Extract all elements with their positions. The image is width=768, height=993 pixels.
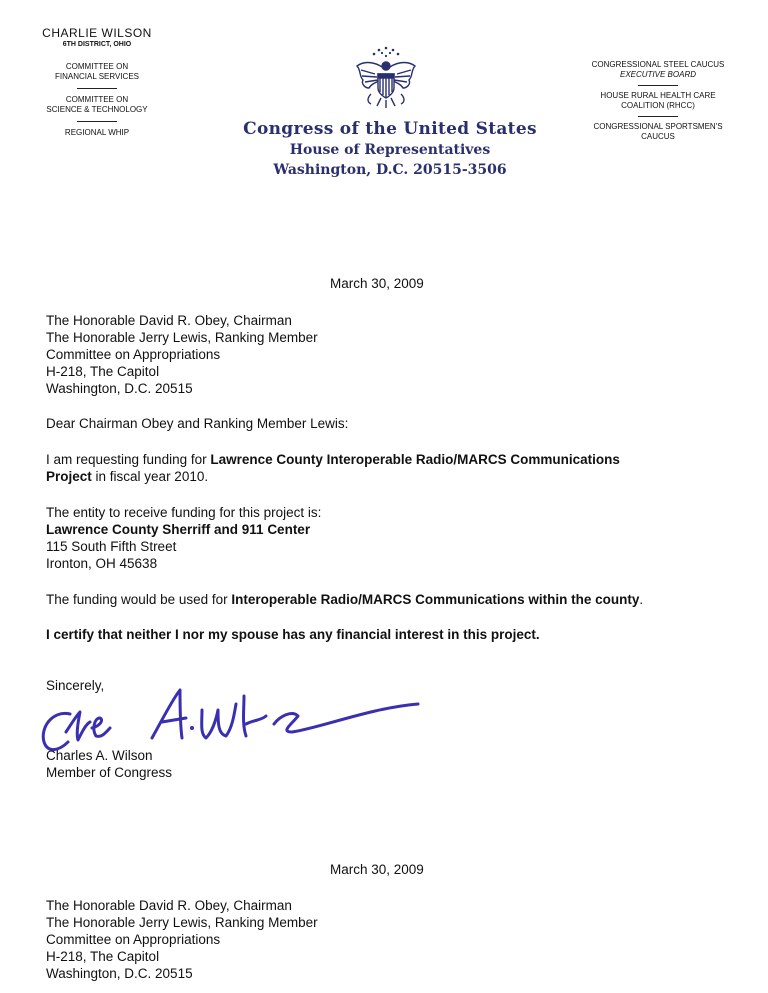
address-line: The Honorable David R. Obey, Chairman — [46, 313, 292, 328]
salutation: Dear Chairman Obey and Ranking Member Lewis: — [46, 416, 349, 431]
entity-name: Lawrence County Sherriff and 911 Center — [46, 522, 311, 537]
caucus-line: CONGRESSIONAL SPORTSMEN'S — [593, 122, 723, 131]
letterhead-left — [22, 26, 172, 138]
letterhead-center — [230, 118, 550, 180]
text-span: . — [639, 592, 644, 607]
committee-science — [22, 95, 172, 115]
committee-label: COMMITTEE ON — [65, 62, 129, 71]
text-span: I am requesting funding for — [46, 452, 211, 467]
address-line: The Honorable Jerry Lewis, Ranking Member — [46, 330, 318, 345]
signer-title: Member of Congress — [46, 765, 173, 780]
caucus-steel-board: EXECUTIVE BOARD — [619, 70, 696, 79]
member-district: 6TH DISTRICT, OHIO — [62, 41, 132, 48]
member-name: CHARLIE WILSON — [42, 26, 152, 40]
text-span: in fiscal year 2010. — [91, 469, 209, 484]
caucus-line: COALITION (RHCC) — [621, 101, 695, 110]
project-name: Lawrence County Interoperable Radio/MARCS Communications — [210, 452, 620, 467]
committee-name: SCIENCE & TECHNOLOGY — [46, 105, 148, 114]
address-line: Washington, D.C. 20515 — [46, 966, 193, 981]
committee-label: COMMITTEE ON — [65, 95, 129, 104]
entity-street: 115 South Fifth Street — [46, 539, 177, 554]
committee-financial-services — [22, 62, 172, 82]
paragraph-request-cont — [46, 469, 208, 485]
entity-city: Ironton, OH 45638 — [46, 556, 158, 571]
committee-name: FINANCIAL SERVICES — [54, 72, 140, 81]
text-span: The funding would be used for — [46, 592, 232, 607]
letter2-date: March 30, 2009 — [330, 862, 424, 877]
office-address: Washington, D.C. 20515-3506 — [273, 162, 507, 178]
certification: I certify that neither I nor my spouse has any financial interest in this project. — [46, 627, 540, 642]
entity-intro: The entity to receive funding for this project is: — [46, 505, 322, 520]
address-line: Committee on Appropriations — [46, 347, 221, 362]
address-line: H-218, The Capitol — [46, 949, 160, 964]
congress-title: Congress of the United States — [243, 119, 537, 139]
project-name: Project — [46, 469, 92, 484]
eagle-seal-icon — [353, 44, 419, 116]
caucus-rural-health — [578, 91, 738, 111]
paragraph-request — [46, 452, 620, 468]
address-line: H-218, The Capitol — [46, 364, 160, 379]
caucus-line: HOUSE RURAL HEALTH CARE — [600, 91, 716, 100]
divider — [77, 88, 117, 89]
caucus-sportsmen — [578, 122, 738, 142]
paragraph-usage — [46, 592, 643, 608]
divider — [638, 116, 678, 117]
divider — [638, 85, 678, 86]
address-line: The Honorable David R. Obey, Chairman — [46, 898, 292, 913]
usage-description: Interoperable Radio/MARCS Communications within the county — [231, 592, 640, 607]
caucus-line: CAUCUS — [641, 132, 675, 141]
address-line: Washington, D.C. 20515 — [46, 381, 193, 396]
letter-date: March 30, 2009 — [330, 276, 424, 291]
address-line: The Honorable Jerry Lewis, Ranking Member — [46, 915, 318, 930]
regional-whip: REGIONAL WHIP — [64, 128, 130, 137]
address-line: Committee on Appropriations — [46, 932, 221, 947]
signer-name: Charles A. Wilson — [46, 748, 153, 763]
letterhead-right — [578, 60, 738, 142]
divider — [77, 121, 117, 122]
house-title: House of Representatives — [289, 142, 491, 158]
caucus-steel: CONGRESSIONAL STEEL CAUCUS — [591, 60, 725, 69]
closing: Sincerely, — [46, 678, 105, 693]
